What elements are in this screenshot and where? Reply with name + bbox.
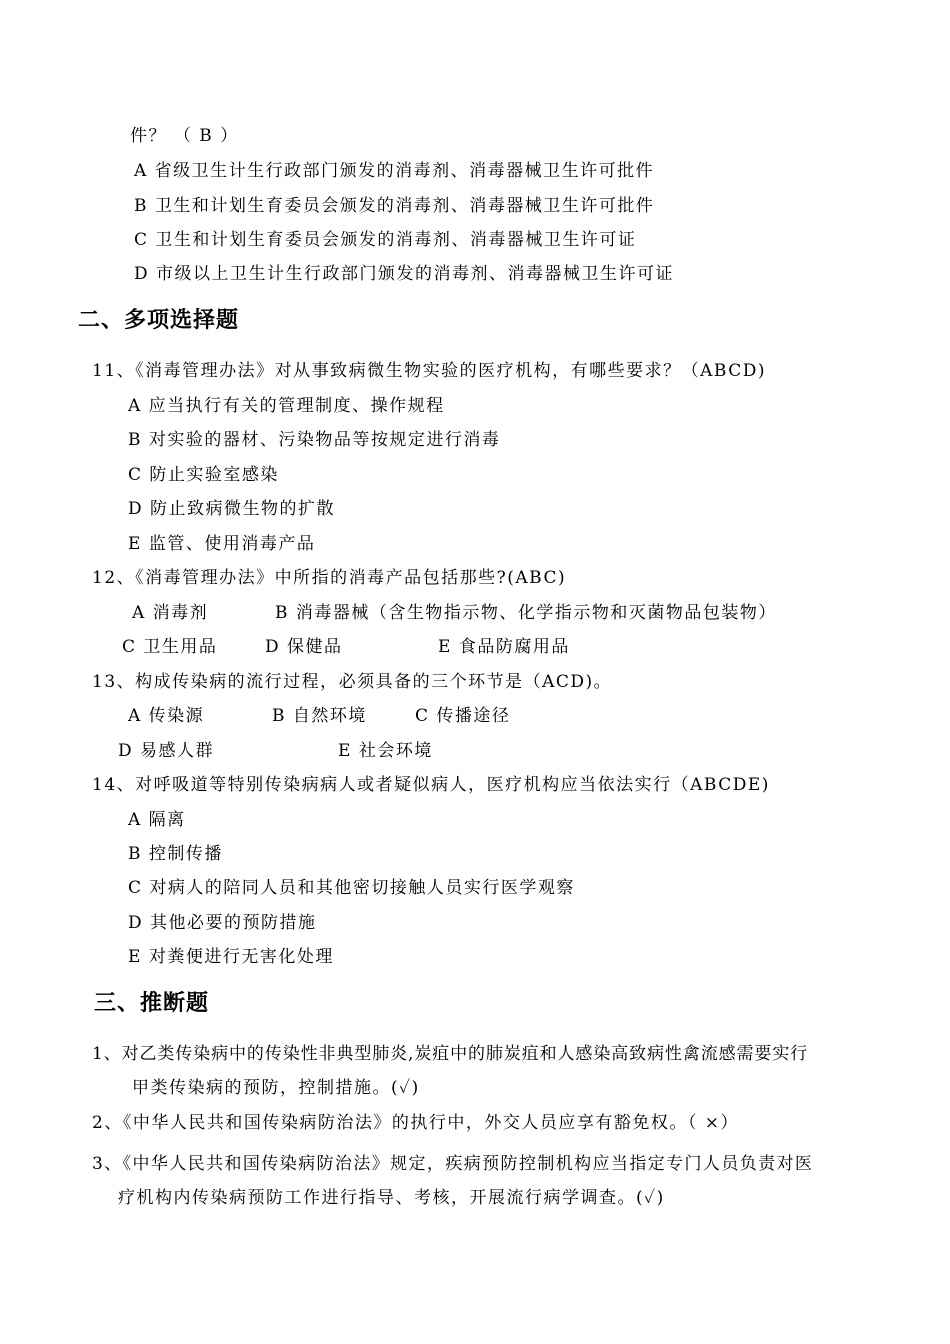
judgment-3-line1: 3、《中华人民共和国传染病防治法》规定，疾病预防控制机构应当指定专门人员负责对医	[92, 1154, 814, 1174]
q13-option-b: B 自然环境	[272, 706, 367, 726]
section2-title: 二、多项选择题	[78, 308, 240, 333]
q14-option-a: A 隔离	[128, 810, 186, 830]
q11-option-c: C 防止实验室感染	[128, 465, 279, 485]
q10-option-b: B 卫生和计划生育委员会颁发的消毒剂、消毒器械卫生许可批件	[134, 196, 655, 216]
judgment-3-line2: 疗机构内传染病预防工作进行指导、考核，开展流行病学调查。(✓)	[118, 1188, 665, 1208]
q11-option-a: A 应当执行有关的管理制度、操作规程	[128, 396, 445, 416]
q11-option-b: B 对实验的器材、污染物品等按规定进行消毒	[128, 430, 501, 450]
q13-option-e: E 社会环境	[338, 741, 433, 761]
q13-stem: 13、构成传染病的流行过程，必须具备的三个环节是（ACD)。	[92, 672, 613, 692]
q10-option-a: A 省级卫生计生行政部门颁发的消毒剂、消毒器械卫生许可批件	[134, 161, 655, 181]
section3-title: 三、推断题	[94, 991, 210, 1016]
judgment-1-line1: 1、对乙类传染病中的传染性非典型肺炎,炭疽中的肺炭疽和人感染高致病性禽流感需要实行	[92, 1044, 809, 1064]
q12-option-c: C 卫生用品	[122, 637, 218, 657]
q12-option-a: A 消毒剂	[132, 603, 209, 623]
judgment-1-line2: 甲类传染病的预防，控制措施。(✓)	[132, 1078, 420, 1098]
q13-option-a: A 传染源	[128, 706, 205, 726]
judgment-2: 2、《中华人民共和国传染病防治法》的执行中，外交人员应享有豁免权。（ ×）	[92, 1113, 739, 1133]
q10-stem-tail: 件？ （ B ）	[130, 126, 239, 146]
q11-option-d: D 防止致病微生物的扩散	[128, 499, 336, 519]
q10-option-d: D 市级以上卫生计生行政部门颁发的消毒剂、消毒器械卫生许可证	[134, 264, 675, 284]
q14-option-c: C 对病人的陪同人员和其他密切接触人员实行医学观察	[128, 878, 575, 898]
q10-option-c: C 卫生和计划生育委员会颁发的消毒剂、消毒器械卫生许可证	[134, 230, 637, 250]
q13-option-d: D 易感人群	[118, 741, 215, 761]
q12-option-d: D 保健品	[265, 637, 343, 657]
q12-stem: 12、《消毒管理办法》中所指的消毒产品包括那些?(ABC)	[92, 568, 567, 588]
q14-stem: 14、对呼吸道等特别传染病病人或者疑似病人，医疗机构应当依法实行（ABCDE)	[92, 775, 770, 795]
q12-option-e: E 食品防腐用品	[438, 637, 570, 657]
q14-option-b: B 控制传播	[128, 844, 223, 864]
q11-stem: 11、《消毒管理办法》对从事致病微生物实验的医疗机构，有哪些要求？（ABCD)	[92, 361, 766, 381]
q14-option-d: D 其他必要的预防措施	[128, 913, 317, 933]
q12-option-b: B 消毒器械（含生物指示物、化学指示物和灭菌物品包装物）	[275, 603, 777, 623]
q11-option-e: E 监管、使用消毒产品	[128, 534, 316, 554]
q13-option-c: C 传播途径	[415, 706, 511, 726]
q14-option-e: E 对粪便进行无害化处理	[128, 947, 334, 967]
